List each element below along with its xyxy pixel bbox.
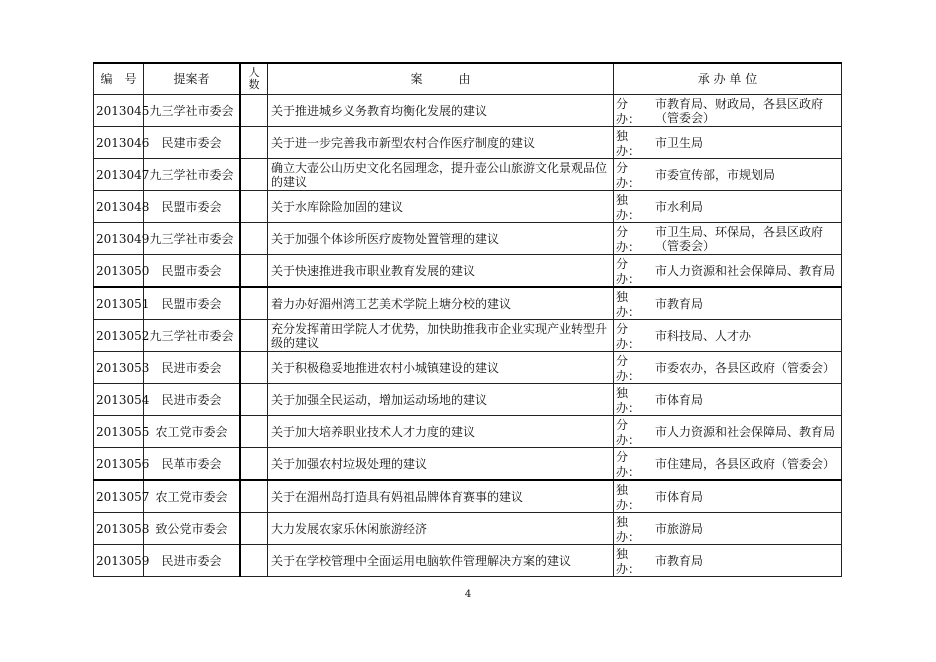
proposer: 致公党市委会 [144, 513, 241, 545]
proposal-table [93, 62, 842, 577]
proposal-id: 2013054 [94, 384, 144, 416]
handling-unit-cell [614, 255, 842, 288]
count-cell [240, 223, 268, 255]
proposer: 九三学社市委会 [144, 223, 241, 255]
count-cell [240, 127, 268, 159]
proposer: 民进市委会 [144, 384, 241, 416]
count-cell [240, 448, 268, 481]
count-cell [240, 545, 268, 577]
proposer: 农工党市委会 [144, 480, 241, 513]
handling-mode: 分办： [616, 322, 641, 351]
handling-unit: 市教育局 [655, 296, 704, 311]
proposer: 民盟市委会 [144, 287, 241, 320]
proposal-id: 2013045 [94, 95, 144, 127]
table-row [94, 448, 842, 481]
handling-unit-cell [614, 127, 842, 159]
proposal-reason: 充分发挥莆田学院人才优势，加快助推我市企业实现产业转型升级的建议 [268, 320, 614, 352]
proposal-reason: 关于在湄州岛打造具有妈祖品牌体育赛事的建议 [268, 480, 614, 513]
header-unit: 承 办 单 位 [614, 63, 842, 95]
handling-unit: 市旅游局 [655, 521, 704, 536]
proposal-id: 2013046 [94, 127, 144, 159]
handling-unit-cell [614, 287, 842, 320]
table-row [94, 127, 842, 159]
table-row [94, 384, 842, 416]
handling-unit-cell [614, 320, 842, 352]
handling-unit-cell [614, 448, 842, 481]
proposer: 九三学社市委会 [144, 320, 241, 352]
handling-unit: 市卫生局、环保局，各县区政府（管委会） [655, 224, 824, 253]
count-cell [240, 287, 268, 320]
proposal-id: 2013048 [94, 191, 144, 223]
table-row [94, 545, 842, 577]
count-cell [240, 255, 268, 288]
count-cell [240, 320, 268, 352]
table-row [94, 352, 842, 384]
proposer: 民革市委会 [144, 448, 241, 481]
table-row [94, 95, 842, 127]
handling-unit: 市人力资源和社会保障局、教育局 [655, 424, 836, 439]
proposal-id: 2013051 [94, 287, 144, 320]
handling-unit: 市住建局，各县区政府（管委会） [655, 456, 836, 471]
handling-unit: 市体育局 [655, 392, 704, 407]
header-reason: 案 由 [268, 63, 614, 95]
handling-mode: 独办： [616, 386, 641, 415]
table-row [94, 287, 842, 320]
count-cell [240, 384, 268, 416]
proposal-reason: 关于积极稳妥地推进农村小城镇建设的建议 [268, 352, 614, 384]
proposal-id: 2013058 [94, 513, 144, 545]
proposal-id: 2013059 [94, 545, 144, 577]
table-row [94, 255, 842, 288]
count-cell [240, 159, 268, 191]
table-row [94, 159, 842, 191]
proposal-id: 2013052 [94, 320, 144, 352]
table-header-row [94, 63, 842, 95]
proposer: 九三学社市委会 [144, 95, 241, 127]
count-cell [240, 513, 268, 545]
proposer: 民建市委会 [144, 127, 241, 159]
count-cell [240, 191, 268, 223]
proposal-reason: 关于在学校管理中全面运用电脑软件管理解决方案的建议 [268, 545, 614, 577]
handling-mode: 分办： [616, 97, 641, 126]
handling-unit-cell [614, 352, 842, 384]
proposal-reason: 关于推进城乡义务教育均衡化发展的建议 [268, 95, 614, 127]
handling-mode: 独办： [616, 547, 641, 576]
count-cell [240, 416, 268, 448]
handling-unit: 市卫生局 [655, 135, 704, 150]
handling-unit: 市科技局、人才办 [655, 328, 752, 343]
handling-unit-cell [614, 384, 842, 416]
handling-unit: 市教育局、财政局，各县区政府（管委会） [655, 96, 824, 125]
proposal-reason: 关于加强全民运动，增加运动场地的建议 [268, 384, 614, 416]
proposal-id: 2013049 [94, 223, 144, 255]
proposal-reason: 着力办好湄州湾工艺美术学院上塘分校的建议 [268, 287, 614, 320]
handling-unit: 市委宣传部，市规划局 [655, 167, 776, 182]
proposal-reason: 关于加大培养职业技术人才力度的建议 [268, 416, 614, 448]
proposal-reason: 关于加强个体诊所医疗废物处置管理的建议 [268, 223, 614, 255]
handling-unit-cell [614, 480, 842, 513]
handling-unit: 市委农办，各县区政府（管委会） [655, 360, 836, 375]
page-number: 4 [464, 589, 472, 600]
handling-mode: 分办： [616, 161, 641, 190]
table-row [94, 223, 842, 255]
proposal-reason: 关于进一步完善我市新型农村合作医疗制度的建议 [268, 127, 614, 159]
handling-unit-cell [614, 191, 842, 223]
proposer: 民进市委会 [144, 352, 241, 384]
header-id: 编 号 [94, 63, 144, 95]
proposer: 民进市委会 [144, 545, 241, 577]
handling-unit-cell [614, 223, 842, 255]
handling-unit: 市体育局 [655, 489, 704, 504]
handling-unit-cell [614, 513, 842, 545]
table-row [94, 416, 842, 448]
handling-unit: 市人力资源和社会保障局、教育局 [655, 263, 836, 278]
proposal-id: 2013047 [94, 159, 144, 191]
table-row [94, 191, 842, 223]
proposal-reason: 关于水库除险加固的建议 [268, 191, 614, 223]
handling-mode: 独办： [616, 515, 641, 544]
handling-unit-cell [614, 545, 842, 577]
handling-unit-cell [614, 95, 842, 127]
header-count: 人数 [240, 63, 268, 95]
count-cell [240, 352, 268, 384]
proposal-id: 2013057 [94, 480, 144, 513]
table-row [94, 320, 842, 352]
handling-mode: 分办： [616, 354, 641, 383]
proposal-id: 2013055 [94, 416, 144, 448]
handling-mode: 分办： [616, 450, 641, 479]
handling-mode: 独办： [616, 483, 641, 512]
table-row [94, 513, 842, 545]
handling-mode: 独办： [616, 129, 641, 158]
proposer: 农工党市委会 [144, 416, 241, 448]
handling-unit: 市教育局 [655, 553, 704, 568]
proposal-reason: 关于加强农村垃圾处理的建议 [268, 448, 614, 481]
handling-mode: 分办： [616, 225, 641, 254]
proposer: 民盟市委会 [144, 191, 241, 223]
proposer: 九三学社市委会 [144, 159, 241, 191]
proposal-reason: 确立大壶公山历史文化名园理念，提升壶公山旅游文化景观品位的建议 [268, 159, 614, 191]
handling-mode: 独办： [616, 290, 641, 319]
proposal-id: 2013053 [94, 352, 144, 384]
handling-mode: 分办： [616, 257, 641, 286]
proposer: 民盟市委会 [144, 255, 241, 288]
count-cell [240, 480, 268, 513]
handling-mode: 独办： [616, 193, 641, 222]
table-row [94, 480, 842, 513]
handling-unit-cell [614, 416, 842, 448]
proposal-id: 2013050 [94, 255, 144, 288]
handling-unit-cell [614, 159, 842, 191]
header-proposer: 提案者 [144, 63, 241, 95]
proposal-id: 2013056 [94, 448, 144, 481]
handling-unit: 市水利局 [655, 199, 704, 214]
handling-mode: 分办： [616, 418, 641, 447]
count-cell [240, 95, 268, 127]
proposal-reason: 关于快速推进我市职业教育发展的建议 [268, 255, 614, 288]
proposal-reason: 大力发展农家乐休闲旅游经济 [268, 513, 614, 545]
